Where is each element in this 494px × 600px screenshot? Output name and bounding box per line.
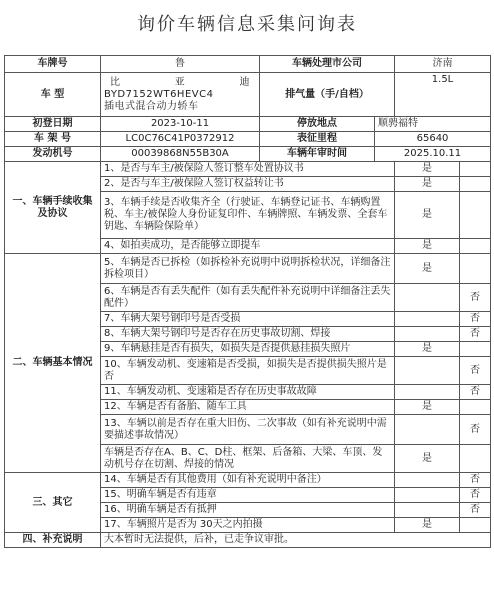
item-yes bbox=[395, 503, 460, 518]
plate-label: 车牌号 bbox=[5, 56, 101, 73]
section-label: 二、车辆基本情况 bbox=[5, 254, 101, 473]
model-code: BYD7152WT6HEVC4 bbox=[104, 88, 214, 100]
model-brand-char: 迪 bbox=[239, 76, 250, 88]
item-text: 4、如拍卖成功，是否能够立即提车 bbox=[101, 239, 395, 254]
item-text: 17、车辆照片是否为 30天之内拍摄 bbox=[101, 518, 395, 533]
item-no bbox=[460, 177, 491, 192]
item-yes bbox=[395, 385, 460, 400]
parking-value: 顺骋福特 bbox=[375, 117, 491, 132]
inquiry-form-table bbox=[4, 55, 491, 548]
item-yes: 是 bbox=[395, 177, 460, 192]
item-yes bbox=[395, 415, 460, 445]
item-text: 8、车辆大架号钢印号是否存在历史事故切割、焊接 bbox=[101, 327, 395, 342]
item-no bbox=[460, 192, 491, 239]
dept-label: 车辆处理市公司 bbox=[260, 56, 395, 73]
item-yes bbox=[395, 488, 460, 503]
item-text: 10、车辆发动机、变速箱是否受损，如损失是否提供损失照片是否 bbox=[101, 357, 395, 385]
item-yes: 是 bbox=[395, 239, 460, 254]
item-text: 15、明确车辆是否有违章 bbox=[101, 488, 395, 503]
item-text: 2、是否与车主/被保险人签订权益转让书 bbox=[101, 177, 395, 192]
inspection-value: 2025.10.11 bbox=[375, 147, 491, 162]
item-no bbox=[460, 445, 491, 473]
item-yes: 是 bbox=[395, 400, 460, 415]
supplement-label: 四、补充说明 bbox=[5, 533, 101, 548]
item-no bbox=[460, 254, 491, 284]
item-yes bbox=[395, 327, 460, 342]
item-yes bbox=[395, 312, 460, 327]
item-no bbox=[460, 400, 491, 415]
item-yes bbox=[395, 357, 460, 385]
item-yes: 是 bbox=[395, 518, 460, 533]
item-no bbox=[460, 239, 491, 254]
parking-label: 停放地点 bbox=[260, 117, 375, 132]
item-text: 6、车辆是否有丢失配件（如有丢失配件补充说明中详细备注丢失配件） bbox=[101, 284, 395, 312]
item-no: 否 bbox=[460, 385, 491, 400]
item-text: 5、车辆是否已拆检（如拆检补充说明中说明拆检状况，详细备注拆检项目） bbox=[101, 254, 395, 284]
engine-label: 发动机号 bbox=[5, 147, 101, 162]
item-yes: 是 bbox=[395, 192, 460, 239]
item-text: 1、是否与车主/被保险人签订整车处置协议书 bbox=[101, 162, 395, 177]
item-yes: 是 bbox=[395, 162, 460, 177]
item-text: 11、车辆发动机、变速箱是否存在历史事故故障 bbox=[101, 385, 395, 400]
section-label: 一、车辆手续收集及协议 bbox=[5, 162, 101, 254]
item-text: 9、车辆悬挂是否有损失，如损失是否提供悬挂损失照片 bbox=[101, 342, 395, 357]
vin-label: 车 架 号 bbox=[5, 132, 101, 147]
item-yes: 是 bbox=[395, 342, 460, 357]
model-brand bbox=[104, 77, 256, 89]
item-yes bbox=[395, 473, 460, 488]
item-no: 否 bbox=[460, 312, 491, 327]
item-no: 否 bbox=[460, 415, 491, 445]
item-no bbox=[460, 518, 491, 533]
item-no: 否 bbox=[460, 284, 491, 312]
item-no: 否 bbox=[460, 503, 491, 518]
displacement-value: 1.5L bbox=[395, 73, 491, 117]
model-label: 车 型 bbox=[5, 73, 101, 117]
mileage-label: 表征里程 bbox=[260, 132, 375, 147]
item-text: 14、车辆是否有其他费用（如有补充说明中备注） bbox=[101, 473, 395, 488]
item-text: 3、车辆手续是否收集齐全（行驶证、车辆登记证书、车辆购置税、车主/被保险人身份证复印件、车辆牌照、车辆发票、全套车钥匙、车辆险保险单） bbox=[101, 192, 395, 239]
item-no bbox=[460, 162, 491, 177]
item-text: 13、车辆以前是否存在重大旧伤、二次事故（如有补充说明中需要描述事故情况） bbox=[101, 415, 395, 445]
vin-value: LC0C76C41P0372912 bbox=[101, 132, 260, 147]
supplement-text: 大本暂时无法提供，后补，已走争议审批。 bbox=[101, 533, 491, 548]
displacement-label: 排气量（手/自档） bbox=[260, 73, 395, 117]
form-title: 询价车辆信息采集问询表 bbox=[137, 14, 357, 35]
engine-value: 00039868N55B30A bbox=[101, 147, 260, 162]
model-brand-char: 比 bbox=[110, 76, 121, 88]
item-yes bbox=[395, 284, 460, 312]
item-no: 否 bbox=[460, 488, 491, 503]
first-reg-label: 初登日期 bbox=[5, 117, 101, 132]
item-no: 否 bbox=[460, 357, 491, 385]
item-no: 否 bbox=[460, 473, 491, 488]
model-desc: 插电式混合动力轿车 bbox=[104, 100, 199, 112]
item-yes: 是 bbox=[395, 445, 460, 473]
first-reg-value: 2023-10-11 bbox=[101, 117, 260, 132]
item-text: 12、车辆是否有备胎、随车工具 bbox=[101, 400, 395, 415]
item-text: 车辆是否存在A、B、C、D柱、框架、后备箱、大梁、车顶、发动机号存在切割、焊接的情况 bbox=[101, 445, 395, 473]
mileage-value: 65640 bbox=[375, 132, 491, 147]
inspection-label: 车辆年审时间 bbox=[260, 147, 375, 162]
model-brand-char: 亚 bbox=[174, 76, 186, 88]
item-text: 7、车辆大架号钢印号是否受损 bbox=[101, 312, 395, 327]
item-no bbox=[460, 342, 491, 357]
model-value bbox=[101, 73, 260, 117]
item-no: 否 bbox=[460, 327, 491, 342]
section-label: 三、其它 bbox=[5, 473, 101, 533]
item-yes: 是 bbox=[395, 254, 460, 284]
item-text: 16、明确车辆是否有抵押 bbox=[101, 503, 395, 518]
dept-value: 济南 bbox=[395, 56, 491, 73]
plate-value: 鲁 bbox=[101, 56, 260, 73]
